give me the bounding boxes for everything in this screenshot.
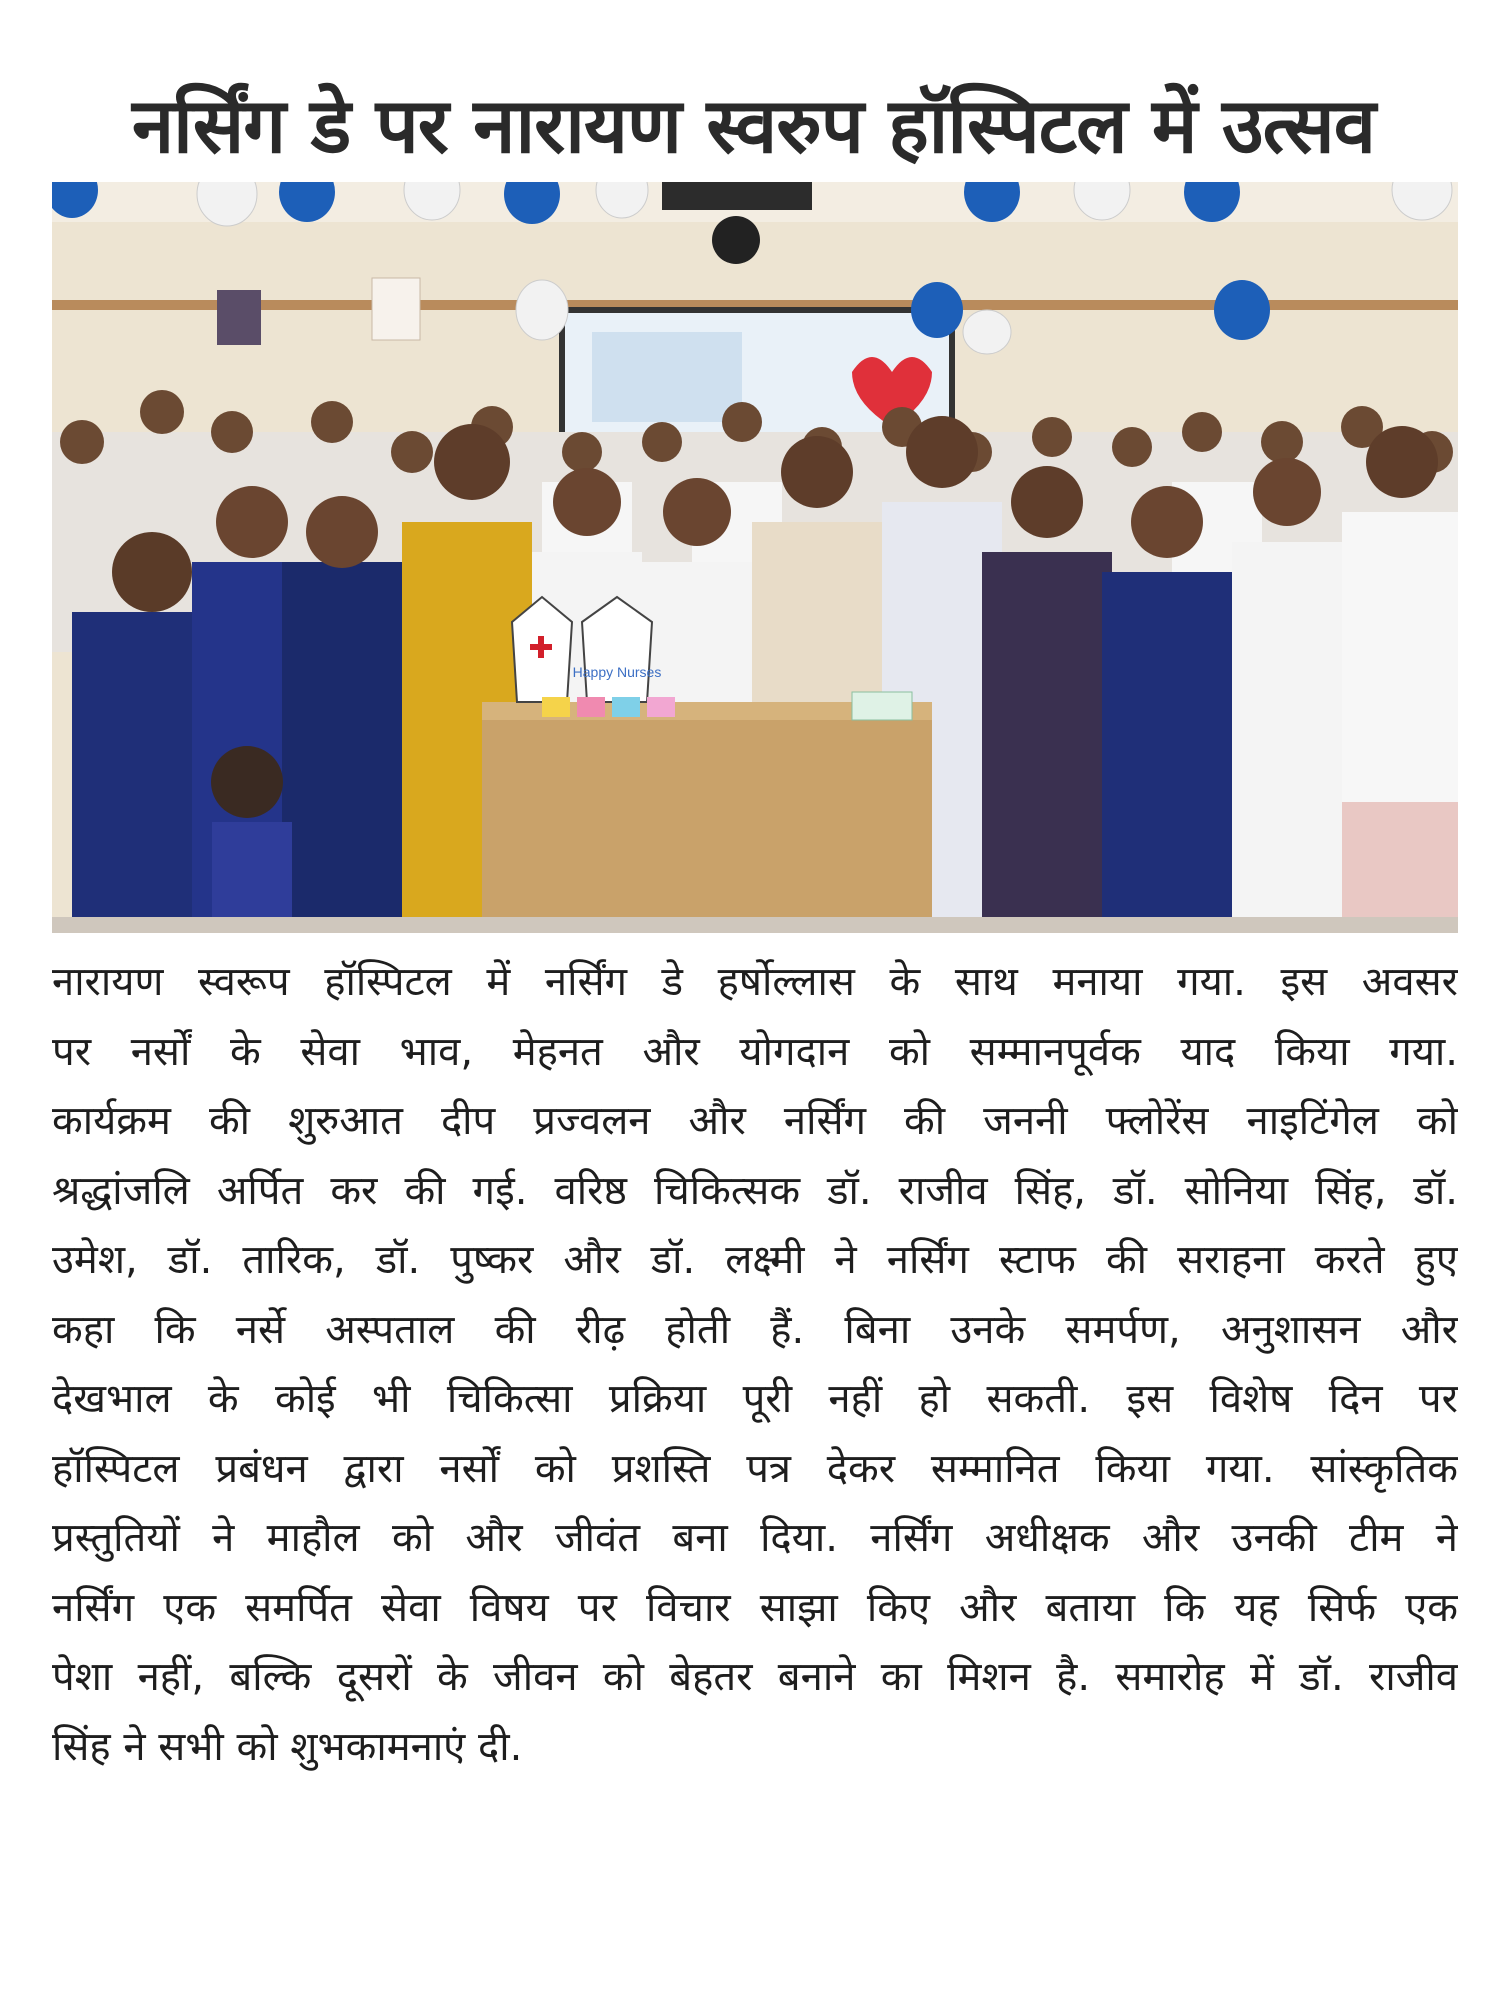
projector — [662, 182, 812, 210]
projector-lens — [712, 216, 760, 264]
article-line: नारायण स्वरूप हॉस्पिटल में नर्सिंग डे हर्षोल्लास के साथ मनाया गया. इस अवसर — [52, 959, 1458, 1005]
headline: नर्सिंग डे पर नारायण स्वरुप हॉस्पिटल में उत्सव — [131, 80, 1375, 170]
screen-slide — [592, 332, 742, 422]
article-line: कहा कि नर्से अस्पताल की रीढ़ होती हैं. बिना उनके समर्पण, अनुशासन और — [52, 1306, 1458, 1353]
photo-floor — [52, 917, 1458, 933]
group-photo-illustration — [52, 182, 1458, 933]
article-line: प्रस्तुतियों ने माहौल को और जीवंत बना दिया. नर्सिंग अधीक्षक और उनकी टीम ने — [52, 1515, 1458, 1561]
article-line: कार्यक्रम की शुरुआत दीप प्रज्वलन और नर्सिंग की जननी फ्लोरेंस नाइटिंगेल को — [52, 1098, 1458, 1144]
article-line: देखभाल के कोई भी चिकित्सा प्रक्रिया पूरी नहीं हो सकती. इस विशेष दिन पर — [52, 1376, 1458, 1422]
article-body — [52, 948, 1458, 1782]
article-line: पर नर्सों के सेवा भाव, मेहनत और योगदान को सम्मानपूर्वक याद किया गया. — [52, 1028, 1458, 1075]
child-figure — [211, 746, 292, 933]
cutout-label: Happy Nurses — [572, 664, 662, 680]
article-line: पेशा नहीं, बल्कि दूसरों के जीवन को बेहतर बनाने का मिशन है. समारोह में डॉ. राजीव — [52, 1654, 1458, 1700]
poster-heart — [372, 278, 420, 340]
article-line: हॉस्पिटल प्रबंधन द्वारा नर्सों को प्रशस्ति पत्र देकर सम्मानित किया गया. सांस्कृतिक — [52, 1445, 1458, 1492]
article-line: उमेश, डॉ. तारिक, डॉ. पुष्कर और डॉ. लक्ष्मी ने नर्सिंग स्टाफ की सराहना करते हुए — [52, 1237, 1458, 1283]
poster-left — [217, 290, 261, 345]
event-photo — [52, 182, 1458, 933]
article-line: श्रद्धांजलि अर्पित कर की गई. वरिष्ठ चिकित्सक डॉ. राजीव सिंह, डॉ. सोनिया सिंह, डॉ. — [52, 1167, 1458, 1214]
article-line-last: सिंह ने सभी को शुभकामनाएं दी. — [52, 1723, 523, 1770]
article-line: नर्सिंग एक समर्पित सेवा विषय पर विचार साझा किए और बताया कि यह सिर्फ एक — [52, 1584, 1458, 1631]
